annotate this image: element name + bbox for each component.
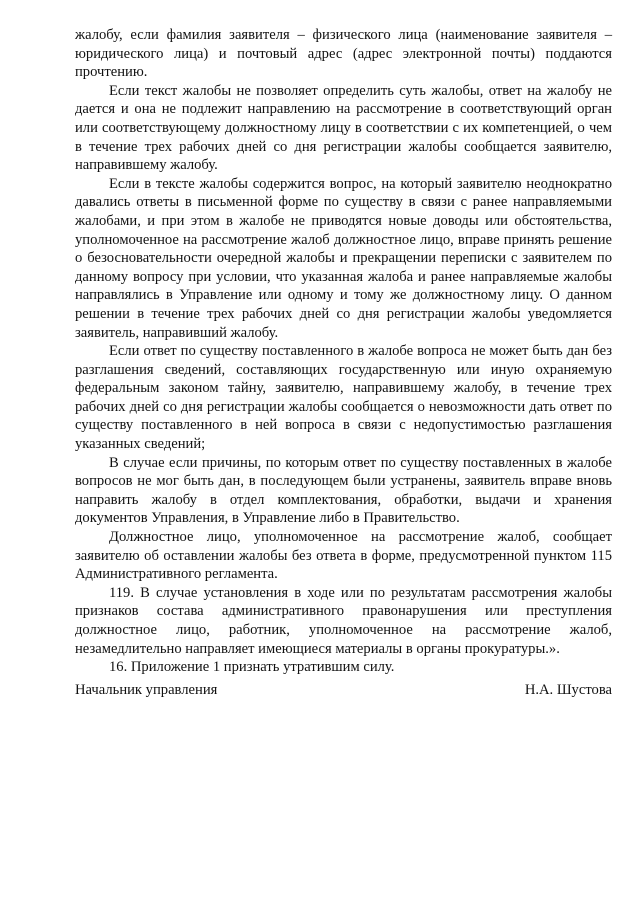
- signature-block: [75, 681, 612, 700]
- paragraph-resubmission: В случае если причины, по которым ответ по существу поставленных в жалобе вопросов не мог быть дан, в последующем были устранены, заявитель вправе вновь направить жалобу в отдел комплектования, обработки, выдачи и хранения документов Управления, в Управление либо в Правительство.: [75, 454, 612, 527]
- paragraph-state-secret: Если ответ по существу поставленного в жалобе вопроса не может быть дан без разглашения сведений, составляющих государственную или иную охраняемую федеральным законом тайну, заявителю, направившему жалобу, в течение трех рабочих дней со дня регистрации жалобы сообщается о невозможности дать ответ по существу поставленного в ней вопроса в связи с недопустимостью разглашения указанных сведений;: [75, 343, 612, 453]
- paragraph-repeated-complaint: Если в тексте жалобы содержится вопрос, на который заявителю неоднократно давались ответы в письменной форме по существу в связи с ранее направляемыми жалобами, и при этом в жалобе не приводятся новые доводы или обстоятельства, уполномоченное на рассмотрение жалоб должностное лицо, вправе принять решение о безосновательности очередной жалобы и прекращении переписки с заявителем по данному вопросу при условии, что указанная жалоба и ранее направляемые жалобы направлялись в Управление или одному и тому же должностному лицу. О данном решении в течение трех рабочих дней со дня регистрации жалобы уведомляется заявитель, направивший жалобу.: [75, 175, 612, 341]
- paragraph-no-response-notice: Должностное лицо, уполномоченное на рассмотрение жалоб, сообщает заявителю об оставлении жалобы без ответа в форме, предусмотренной пунктом 115 Административного регламента.: [75, 529, 612, 583]
- paragraph-item-16: 16. Приложение 1 признать утратившим силу.: [109, 659, 395, 676]
- signature-position: Начальник управления: [75, 682, 218, 698]
- signature-name: Н.А. Шустова: [524, 682, 612, 698]
- paragraph-complaint-readability: жалобу, если фамилия заявителя – физического лица (наименование заявителя – юридического лица) и почтовый адрес (адрес электронной почты) поддаются прочтению.: [75, 27, 612, 81]
- document-body: [75, 26, 612, 677]
- paragraph-item-119: 119. В случае установления в ходе или по результатам рассмотрения жалобы признаков состава административного правонарушения или преступления должностное лицо, работник, уполномоченное на рассмотрение жалоб, незамедлительно направляет имеющиеся материалы в органы прокуратуры.».: [75, 584, 612, 657]
- paragraph-unclear-complaint: Если текст жалобы не позволяет определить суть жалобы, ответ на жалобу не дается и она не подлежит направлению на рассмотрение в соответствующий орган или соответствующему должностному лицу в соответствии с их компетенцией, о чем в течение трех рабочих дней со дня регистрации жалобы сообщается заявителю, направившему жалобу.: [75, 82, 612, 174]
